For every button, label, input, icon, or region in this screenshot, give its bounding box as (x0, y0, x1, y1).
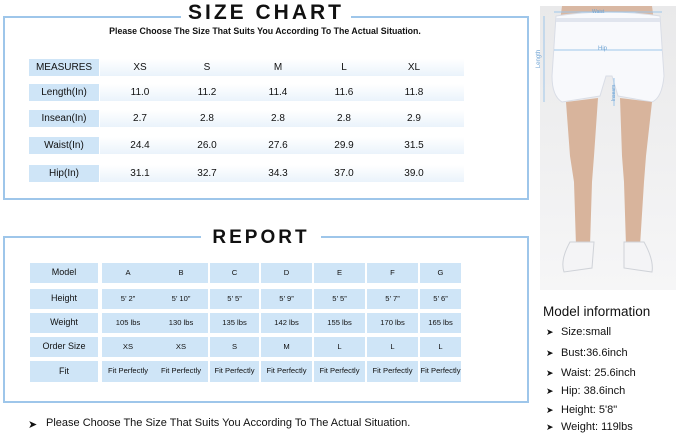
report-cell: 155 lbs (314, 313, 365, 333)
model-info-item (546, 326, 611, 338)
size-header-l: L (341, 62, 347, 73)
report-cell: E (314, 263, 365, 283)
report-cell: 135 lbs (210, 313, 259, 333)
report-cell: F (367, 263, 418, 283)
size-cell: 26.0 (197, 140, 217, 151)
report-cell: 165 lbs (420, 313, 461, 333)
model-info-item (546, 421, 633, 433)
report-cell: 5’ 5” (210, 289, 259, 309)
report-cell: Fit Perfectly (367, 361, 418, 382)
report-cell: L (314, 337, 365, 357)
report-cell: L (367, 337, 418, 357)
report-cell: 170 lbs (367, 313, 418, 333)
report-row-label: Weight (30, 313, 98, 333)
waist-label: Waist (592, 9, 605, 15)
size-cell: 27.6 (268, 140, 288, 151)
inseam-label: Inseam (611, 84, 618, 102)
size-cell: 11.6 (334, 87, 354, 98)
size-cell: 34.3 (268, 168, 288, 179)
report-cell: Fit Perfectly (261, 361, 312, 382)
report-cell: XS (154, 337, 208, 357)
report-cell: M (261, 337, 312, 357)
size-header-xl: XL (407, 62, 421, 73)
report-cell: C (210, 263, 259, 283)
model-info-item (546, 367, 636, 379)
report-cell: XS (102, 337, 154, 357)
model-info-text: Weight: 119lbs (561, 421, 633, 433)
report-cell: B (154, 263, 208, 283)
arrow-icon: ➤ (546, 386, 554, 396)
size-cell: 11.2 (197, 87, 217, 98)
size-row-label: Insean(In) (29, 110, 99, 127)
length-label: Length (536, 49, 543, 69)
size-cell: 11.4 (268, 87, 288, 98)
report-cell: Fit Perfectly (420, 361, 461, 382)
arrow-icon: ➤ (546, 422, 554, 432)
model-shorts-illustration (540, 6, 676, 290)
report-cell: A (102, 263, 154, 283)
arrow-icon: ➤ (546, 348, 554, 358)
report-cell: Fit Perfectly (210, 361, 259, 382)
report-cell: 5’ 5” (314, 289, 365, 309)
report-cell: S (210, 337, 259, 357)
size-cell: 2.7 (133, 113, 147, 124)
report-row-label: Model (30, 263, 98, 283)
size-row-label: Hip(In) (29, 165, 99, 182)
report-cell: 142 lbs (261, 313, 312, 333)
report-cell: 130 lbs (154, 313, 208, 333)
arrow-icon: ➤ (546, 405, 554, 415)
model-info-title: Model information (543, 304, 651, 319)
size-cell: 29.9 (334, 140, 354, 151)
report-title: REPORT (212, 227, 310, 248)
size-cell: 2.9 (407, 113, 421, 124)
arrow-icon: ➤ (546, 327, 554, 337)
arrow-icon: ➤ (28, 419, 38, 431)
report-cell: Fit Perfectly (102, 361, 154, 382)
size-cell: 11.8 (404, 87, 424, 98)
size-chart-title-wrap (181, 0, 351, 26)
size-cell: 2.8 (200, 113, 214, 124)
size-cell: 24.4 (130, 140, 150, 151)
report-cell: L (420, 337, 461, 357)
model-info-text: Hip: 38.6inch (561, 385, 626, 397)
bottom-note: Please Choose The Size That Suits You According To The Actual Situation. (46, 417, 411, 429)
size-row-label: Length(In) (29, 84, 99, 101)
report-cell: 5’ 2” (102, 289, 154, 309)
size-header-label: MEASURES (29, 59, 99, 76)
arrow-icon: ➤ (546, 368, 554, 378)
report-row-label: Fit (30, 361, 98, 382)
report-cell: Fit Perfectly (314, 361, 365, 382)
size-cell: 31.5 (404, 140, 424, 151)
size-chart-title: SIZE CHART (188, 1, 344, 24)
report-cell: 5’ 6” (420, 289, 461, 309)
model-info-text: Size:small (561, 326, 612, 338)
size-cell: 31.1 (130, 168, 150, 179)
report-cell: G (420, 263, 461, 283)
model-info-item (546, 385, 625, 397)
size-cell: 2.8 (337, 113, 351, 124)
size-cell: 32.7 (197, 168, 217, 179)
report-row-label: Order Size (30, 337, 98, 357)
report-cell: 5’ 9” (261, 289, 312, 309)
model-photo (536, 6, 676, 290)
hip-label: Hip (598, 46, 608, 52)
size-cell: 2.8 (271, 113, 285, 124)
size-header-xs: XS (133, 62, 147, 73)
size-header-m: M (273, 62, 283, 73)
size-cell: 11.0 (130, 87, 150, 98)
model-info-item (546, 347, 628, 359)
size-header-s: S (203, 62, 211, 73)
size-chart-subtitle: Please Choose The Size That Suits You According To The Actual Situation. (109, 26, 421, 36)
size-cell: 37.0 (334, 168, 354, 179)
size-cell: 39.0 (404, 168, 424, 179)
size-row-label: Waist(In) (29, 137, 99, 154)
report-cell: 5’ 7” (367, 289, 418, 309)
report-cell: 105 lbs (102, 313, 154, 333)
model-info-text: Height: 5'8" (561, 404, 618, 416)
report-cell: 5’ 10” (154, 289, 208, 309)
report-row-label: Height (30, 289, 98, 309)
model-info-text: Waist: 25.6inch (561, 367, 636, 379)
model-info-item (546, 404, 617, 416)
model-info-text: Bust:36.6inch (561, 347, 628, 359)
report-cell: D (261, 263, 312, 283)
report-title-wrap (201, 226, 321, 250)
report-cell: Fit Perfectly (154, 361, 208, 382)
